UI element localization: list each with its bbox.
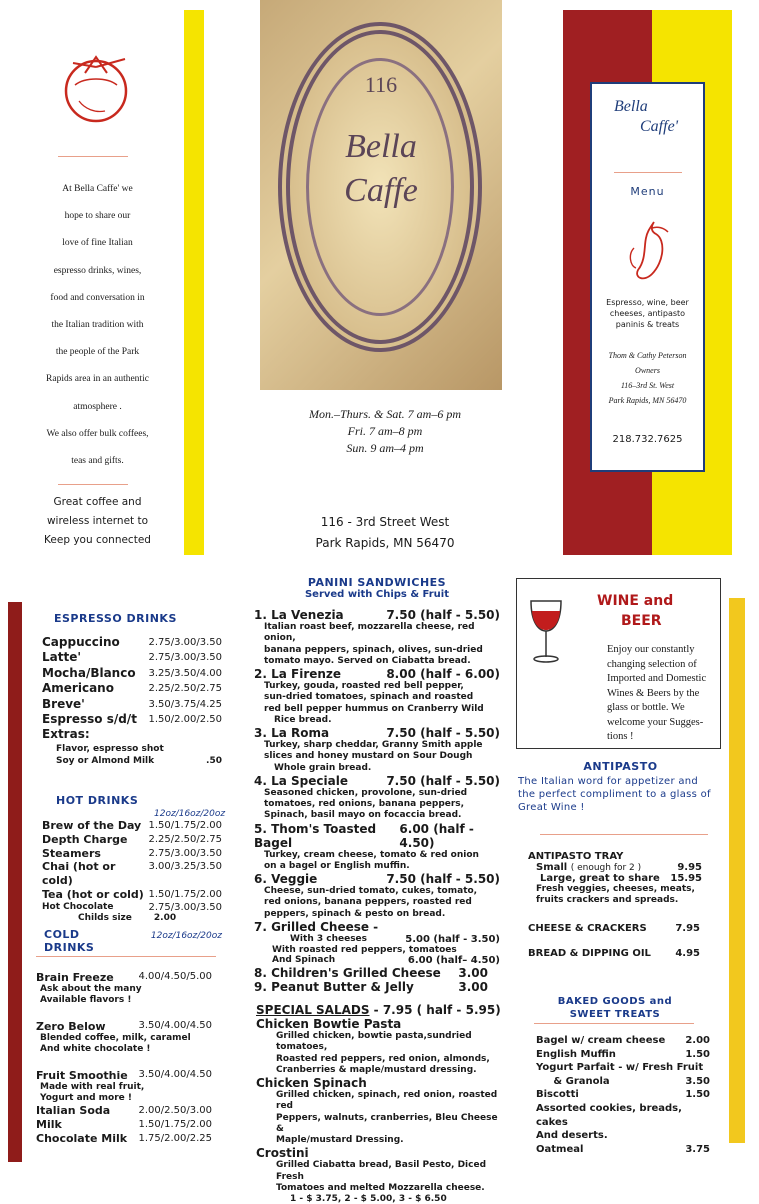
option-price: 5.00 (half - 3.50) [405, 933, 500, 945]
yellow-band-left [184, 10, 204, 555]
tagline-line: cheeses, antipasto [609, 309, 686, 318]
item-head [36, 1020, 222, 1033]
menu-item [536, 1048, 710, 1062]
desc-line: banana peppers, spinach, olives, sun-dried [264, 644, 483, 655]
panini-item [254, 822, 500, 873]
desc-line: Seasoned chicken, provolone, sun-dried [264, 787, 468, 798]
item-head [254, 608, 500, 622]
tray-desc [518, 884, 723, 907]
tagline-line: Espresso, wine, beer [606, 298, 689, 307]
desc-line: fruits crackers and spreads. [536, 895, 679, 906]
menu-item [42, 712, 222, 727]
wine-line: Wines & Beers by the [607, 687, 700, 699]
cold-header [36, 928, 222, 954]
item-name: Brew of the Day [42, 819, 142, 832]
panini-item [254, 608, 500, 667]
panini-item [254, 920, 500, 966]
size-label: 12oz/16oz/20oz [154, 809, 226, 819]
desc-line: Turkey, gouda, roasted red bell pepper, [264, 681, 464, 691]
menu-item [254, 966, 500, 980]
desc-line: Made with real fruit, [40, 1082, 145, 1092]
item-head [254, 726, 500, 740]
desc-line: Available flavors ! [40, 995, 132, 1005]
menu-item [42, 847, 222, 861]
intro-line: love of fine Italian [62, 238, 133, 249]
menu-item [42, 819, 222, 833]
item-name: Chocolate Milk [36, 1132, 128, 1145]
item-name: Latte' [42, 650, 82, 665]
menu-item [36, 1104, 222, 1118]
item-price: 4.00/4.50/5.00 [138, 971, 212, 982]
item-price: 1.50/2.00/2.50 [148, 714, 222, 726]
item-desc [256, 1090, 506, 1146]
intro-line: food and conversation in [50, 292, 145, 303]
wine-text [607, 643, 717, 745]
desc-line: Blended coffee, milk, caramel [40, 1033, 191, 1043]
desc-line: Rice bread. [274, 714, 332, 725]
item-name: 3. La Roma [254, 726, 330, 740]
item-desc [254, 681, 500, 726]
wine-line: Imported and Domestic [607, 673, 707, 684]
item-name: Oatmeal [536, 1143, 584, 1155]
rule [540, 834, 708, 835]
item-desc [36, 1082, 222, 1104]
item-price: 2.75/3.00/3.50 [148, 637, 222, 648]
item-name: Italian Soda [36, 1104, 111, 1117]
intro-text [20, 176, 175, 475]
salads-section [256, 1003, 506, 1204]
menu-item [254, 980, 500, 994]
desc-line: Whole grain bread. [274, 762, 372, 773]
item-name: And deserts. [536, 1130, 608, 1142]
tagline-line: paninis & treats [615, 320, 680, 329]
section-title [520, 995, 710, 1021]
closing-line: Great coffee and [53, 496, 142, 508]
menu-item [536, 1061, 710, 1075]
item-price: 1.50/1.75/2.00 [138, 1119, 212, 1130]
item-price: 2.25/2.50/2.75 [148, 833, 222, 845]
item-head [254, 872, 500, 886]
item-price: 1.50 [685, 1089, 710, 1101]
item-price: 3.00 [458, 979, 488, 994]
cover-title: Bella [614, 98, 648, 115]
item-name: CHEESE & CRACKERS [528, 922, 647, 934]
desc-line: red onions, banana peppers, roasted red [264, 897, 472, 908]
item-desc [256, 1031, 506, 1076]
wine-title: WINE and [597, 593, 674, 609]
owners-line: Park Rapids, MN 56470 [608, 396, 687, 405]
item-desc [254, 622, 500, 667]
closing-line: wireless internet to [46, 515, 149, 527]
option-label: With 3 cheeses [290, 933, 368, 944]
panini-item [254, 667, 500, 726]
closing-text [20, 493, 175, 550]
menu-item [42, 635, 222, 650]
wine-line: changing selection of [607, 658, 697, 670]
wine-line: welcome your Sugges- [607, 716, 704, 728]
item-desc [256, 1160, 506, 1194]
item-name: Milk [36, 1118, 62, 1131]
item-name: 8. Children's Grilled Cheese [254, 965, 441, 980]
item-name: Chicken Bowtie Pasta [256, 1017, 402, 1031]
desc-line: And white chocolate ! [40, 1044, 151, 1054]
section-subtitle: Served with Chips & Fruit [304, 589, 450, 600]
cover-menu-label: Menu [630, 185, 665, 198]
hours-line: Mon.–Thurs. & Sat. 7 am–6 pm [308, 407, 461, 421]
salad-item [256, 1076, 506, 1146]
wine-line: tions ! [607, 731, 634, 742]
cover-phone: 218.732.7625 [612, 434, 683, 445]
intro-line: Rapids area in an authentic [46, 374, 149, 385]
menu-item [42, 833, 222, 847]
intro-line: the Italian tradition with [51, 320, 144, 331]
item-name: Mocha/Blanco [42, 665, 136, 680]
option-price: 6.00 (half– 4.50) [407, 954, 500, 966]
wine-line: glass or bottle. We [607, 702, 685, 713]
small-note: ( enough for 2 ) [570, 863, 642, 873]
item-name: Brain Freeze [36, 971, 114, 984]
sign-number: 116 [364, 72, 398, 97]
desc-line: Yogurt and more ! [40, 1093, 132, 1103]
extras-title: Extras: [42, 727, 90, 742]
desc-line: Grilled chicken, spinach, red onion, roasted red [276, 1090, 498, 1112]
menu-item [36, 1132, 222, 1146]
intro-line: We also offer bulk coffees, [46, 428, 149, 439]
desc-line: Maple/mustard Dressing. [276, 1135, 404, 1145]
desc-line: on a bagel or English muffin. [264, 860, 410, 871]
desc-line: Great Wine ! [518, 802, 585, 813]
item-price: 3.00/3.25/3.50 [148, 861, 222, 873]
item-name: Assorted cookies, breads, cakes [536, 1102, 682, 1128]
red-band [8, 602, 22, 1162]
tray-title: ANTIPASTO TRAY [528, 851, 624, 862]
menu-cover [590, 82, 705, 472]
item-price: 3.50/4.00/4.50 [138, 1069, 212, 1080]
intro-line: teas and gifts. [71, 456, 124, 467]
baked-list [520, 1034, 710, 1156]
item-price: 15.95 [670, 873, 702, 884]
wine-glass-icon [527, 597, 565, 665]
hours-line: Fri. 7 am–8 pm [347, 424, 423, 438]
option-label: And Spinach [272, 954, 336, 965]
item-price: 1.50 [685, 1048, 710, 1060]
cold-drinks-section [36, 928, 222, 1146]
menu-item [42, 888, 222, 902]
desc-line: Cheese, sun-dried tomato, cukes, tomato, [264, 886, 478, 896]
item-name: Zero Below [36, 1020, 106, 1033]
item-name: Espresso s/d/t [42, 712, 137, 727]
item-name: 1. La Venezia [254, 608, 344, 622]
desc-line: Italian roast beef, mozzarella cheese, red onion, [264, 622, 475, 644]
divider [58, 484, 128, 485]
antipasto-section [518, 760, 723, 959]
item-name: Fruit Smoothie [36, 1069, 128, 1082]
item-name: 4. La Speciale [254, 773, 348, 788]
item-head [254, 822, 500, 850]
extras-line [56, 755, 222, 767]
extras-line: Flavor, espresso shot [56, 743, 164, 754]
item-name [536, 862, 641, 873]
menu-item [536, 1075, 710, 1089]
item-name: Breve' [42, 696, 85, 711]
item-name: Steamers [42, 846, 101, 860]
divider [614, 172, 682, 173]
rule [534, 1023, 694, 1024]
desc-line: Grilled Ciabatta bread, Basil Pesto, Diced Fresh [276, 1160, 487, 1182]
item-price: 7.50 (half - 5.50) [386, 773, 500, 788]
extras-text [42, 743, 222, 767]
item-price: 1.50/1.75/2.00 [148, 820, 222, 831]
item-price: 3.25/3.50/4.00 [148, 667, 222, 679]
cover-title: Caffe' [640, 118, 679, 135]
item-name: 7. Grilled Cheese - [254, 919, 379, 934]
tomato-icon [55, 45, 137, 127]
menu-item [42, 650, 222, 665]
item-option [254, 955, 500, 966]
item-name: 2. La Firenze [254, 667, 342, 681]
owners-line: Thom & Cathy Peterson [608, 351, 687, 360]
size-label: 12oz/16oz/20oz [150, 931, 222, 941]
item-price: 6.00 (half - 4.50) [399, 821, 474, 850]
closing-line: Keep you connected [44, 534, 151, 546]
item-name: Crostini [256, 1146, 309, 1161]
menu-list [42, 635, 222, 743]
title-line: BAKED GOODS and [557, 996, 673, 1007]
item-price: 9.95 [677, 862, 702, 873]
item-name: Bagel w/ cream cheese [536, 1035, 666, 1046]
item-name: Hot Chocolate [42, 901, 114, 912]
sign-title: Caffe [344, 172, 418, 209]
hours [270, 406, 500, 457]
item-name: Biscotti [536, 1089, 579, 1101]
item-name: 6. Veggie [254, 872, 318, 886]
desc-line: Roasted red peppers, red onion, almonds, [276, 1053, 490, 1064]
address-line: 116 - 3rd Street West [320, 515, 450, 529]
menu-item [536, 1034, 710, 1048]
salad-item [256, 1146, 506, 1204]
desc-line: tomato mayo. Served on Ciabatta bread. [264, 655, 471, 666]
menu-item [42, 913, 222, 924]
yellow-band [729, 598, 745, 1143]
owners-line: Owners [635, 366, 660, 375]
item-name: 5. Thom's Toasted Bagel [254, 821, 377, 850]
item-name: Chicken Spinach [256, 1076, 367, 1090]
menu-item [528, 923, 700, 934]
desc-line: Spinach, basil mayo on focaccia bread. [264, 810, 462, 821]
panini-item [254, 726, 500, 774]
item-name: English Muffin [536, 1048, 616, 1060]
intro-line: the people of the Park [55, 347, 140, 358]
menu-item [536, 1088, 710, 1102]
item-price: 3.50 [685, 1075, 710, 1087]
panini-item [254, 872, 500, 920]
intro-line: espresso drinks, wines, [53, 265, 142, 276]
section-title: SPECIAL SALADS [256, 1003, 370, 1017]
desc-line: The Italian word for appetizer and [518, 776, 699, 787]
desc-line: Turkey, sharp cheddar, Granny Smith apple [264, 740, 483, 750]
item-desc [254, 740, 500, 774]
kids-list [254, 966, 500, 994]
menu-item [36, 1118, 222, 1132]
item-price: 2.75/3.00/3.50 [148, 652, 222, 664]
item-name: Cappuccino [42, 635, 120, 649]
menu-list [36, 1104, 222, 1146]
item-price: 3.50/3.75/4.25 [148, 698, 222, 710]
espresso-section [42, 612, 222, 767]
menu-item [42, 697, 222, 712]
item-price: 3.75 [685, 1143, 710, 1155]
item-head [254, 774, 500, 788]
menu-item [36, 971, 222, 1006]
item-name: Tea (hot or cold) [42, 887, 144, 901]
menu-item [518, 862, 702, 873]
option-label: With roasted red peppers, tomatoes [272, 944, 457, 955]
item-price: 2.25/2.50/2.75 [148, 683, 222, 695]
item-name: Americano [42, 681, 114, 696]
sign-title: Bella [345, 128, 417, 165]
section-title: ANTIPASTO [583, 760, 658, 773]
item-desc [254, 886, 500, 920]
item-name: Chai (hot or cold) [42, 860, 116, 888]
menu-item [536, 1129, 710, 1143]
salads-price: - 7.95 ( half - 5.95) [373, 1003, 501, 1017]
menu-item [528, 948, 700, 959]
rule [36, 956, 216, 957]
cover-tagline [592, 297, 703, 330]
desc-line: peppers, spinach & pesto on bread. [264, 908, 446, 919]
pepper-icon [624, 218, 672, 284]
menu-item [518, 873, 702, 884]
desc-line: sun-dried tomatoes, spinach and roasted [264, 692, 474, 703]
antipasto-desc [518, 775, 723, 814]
item-price: 1.75/2.00/2.25 [138, 1133, 212, 1144]
item-price: 2.00 [153, 912, 177, 923]
item-price: 7.50 (half - 5.50) [386, 726, 500, 740]
wine-line: Enjoy our constantly [607, 644, 695, 655]
menu-item [42, 681, 222, 696]
salad-item [256, 1017, 506, 1076]
item-desc [36, 984, 222, 1006]
item-price: 2.75/3.00/3.50 [148, 847, 222, 859]
intro-line: atmosphere . [73, 401, 122, 412]
section-title: ESPRESSO DRINKS [54, 612, 177, 625]
panini-list [254, 608, 500, 994]
sign-photo [260, 0, 502, 390]
panini-section [254, 576, 500, 994]
menu-list [42, 902, 222, 924]
intro-line: hope to share our [64, 211, 131, 222]
item-price: 8.00 (half - 6.00) [386, 667, 500, 681]
item-desc [254, 788, 500, 822]
item-head [254, 667, 500, 681]
item-name: Depth Charge [42, 832, 128, 846]
desc-line: the perfect compliment to a glass of [518, 789, 711, 800]
desc-line: Fresh veggies, cheeses, meats, [536, 884, 695, 894]
item-price: 1.50/1.75/2.00 [148, 888, 222, 900]
wine-box [516, 578, 721, 749]
item-option [254, 934, 500, 945]
item-price: 2.00 [685, 1035, 710, 1046]
item-price: 3.00 [458, 965, 488, 980]
menu-list [42, 819, 222, 902]
crostini-prices: 1 - $ 3.75, 2 - $ 5.00, 3 - $ 6.50 [290, 1194, 447, 1204]
desc-line: Cranberries & maple/mustard dressing. [276, 1064, 477, 1075]
item-price: 7.50 (half - 5.50) [386, 872, 500, 886]
menu-item [42, 902, 222, 913]
item-head [36, 1069, 222, 1082]
item-name: Childs size [78, 912, 132, 923]
item-price: 3.50/4.00/4.50 [138, 1020, 212, 1031]
item-desc [254, 850, 500, 873]
item-name: Large, great to share [540, 873, 660, 884]
item-head [36, 971, 222, 984]
desc-line: Tomatoes and melted Mozzarella cheese. [276, 1182, 485, 1193]
section-title: COLD DRINKS [44, 928, 95, 954]
panini-item [254, 774, 500, 822]
hours-line: Sun. 9 am–4 pm [346, 441, 424, 455]
section-title: PANINI SANDWICHES [307, 576, 447, 589]
divider [58, 156, 128, 157]
menu-item [536, 1102, 710, 1129]
wine-title: BEER [621, 613, 662, 629]
desc-line: Turkey, cream cheese, tomato & red onion [264, 849, 479, 860]
menu-item [36, 1020, 222, 1055]
hot-drinks-section [42, 794, 226, 924]
item-name: & Granola [536, 1075, 610, 1087]
menu-item [36, 1069, 222, 1104]
cover-owners [592, 348, 703, 408]
address [300, 512, 470, 554]
desc-line: Ask about the many [40, 984, 142, 994]
item-price: 2.75/3.00/3.50 [148, 901, 222, 913]
salads-header [256, 1003, 506, 1017]
address-line: Park Rapids, MN 56470 [315, 536, 455, 550]
item-name: BREAD & DIPPING OIL [528, 947, 651, 959]
item-name: 9. Peanut Butter & Jelly [254, 979, 414, 994]
section-title: HOT DRINKS [56, 794, 139, 807]
title-line: SWEET TREATS [569, 1009, 661, 1020]
intro-line: At Bella Caffe' we [62, 184, 133, 194]
desc-line: slices and honey mustard on Sour Dough [264, 751, 473, 762]
menu-item [536, 1143, 710, 1157]
desc-line: Grilled chicken, bowtie pasta,sundried tomatoes, [276, 1031, 472, 1053]
desc-line: Peppers, walnuts, cranberries, Bleu Cheese & [276, 1112, 498, 1134]
desc-line: red bell pepper hummus on Cranberry Wild [264, 703, 484, 714]
owners-line: 116–3rd St. West [620, 381, 675, 390]
small-label: Small [536, 862, 568, 873]
baked-section [520, 995, 710, 1156]
item-price: 2.00/2.50/3.00 [138, 1105, 212, 1116]
desc-line: tomatoes, red onions, banana peppers, [264, 799, 465, 809]
item-name: Yogurt Parfait - w/ Fresh Fruit [536, 1062, 704, 1074]
extras-price: .50 [206, 755, 222, 766]
item-price: 7.95 [675, 922, 700, 934]
menu-item [42, 860, 222, 888]
item-price: 4.95 [675, 947, 700, 959]
item-desc [36, 1033, 222, 1055]
item-price: 7.50 (half - 5.50) [386, 608, 500, 622]
extras-name: Soy or Almond Milk [56, 755, 155, 766]
menu-item [42, 666, 222, 681]
